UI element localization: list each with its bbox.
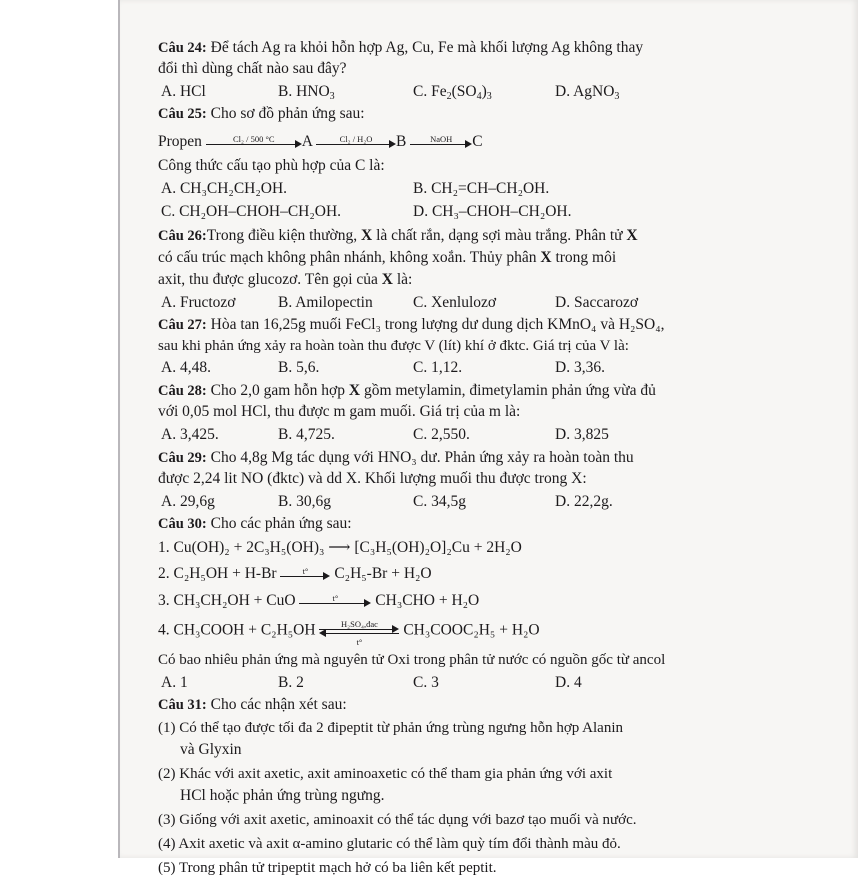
q25-option-c: C. CH₂OH–CHOH–CH₂OH. <box>161 203 342 220</box>
q30-r4-left: 4. CH₃COOH + C₂H₅OH <box>158 621 316 639</box>
q24-option-d <box>555 82 619 102</box>
q31-stem: Cho các nhận xét sau: <box>206 696 347 713</box>
q31-stem-line <box>158 695 347 715</box>
q24-option-d-sub: 3 <box>614 91 620 102</box>
q24-option-a: A. HCl <box>161 83 206 100</box>
q26-x3: X <box>540 249 552 266</box>
q24-option-c-s2: 4 <box>476 91 482 102</box>
q24-label: Câu 24: <box>158 40 207 56</box>
q27-option-a: A. 4,48. <box>161 359 211 376</box>
q25-option-b: B. CH₂=CH–CH₂OH. <box>413 180 550 197</box>
q30-r4-cond-bot: t° <box>356 637 363 647</box>
q25-arrow-3-label: NaOH <box>430 134 453 145</box>
q24-option-c-s1: 2 <box>446 91 452 102</box>
q26-option-b: B. Amilopectin <box>278 294 373 311</box>
q30-r3-arrow <box>299 592 371 610</box>
q30-r4-arrow <box>319 618 399 647</box>
q26-stem1b: là chất rắn, dạng sợi màu trắng. Phân tử <box>372 227 627 244</box>
q25-node-b: B <box>396 133 407 150</box>
q26-stem2b: trong môi <box>551 249 617 266</box>
q30-stem-line <box>158 514 352 534</box>
q25-option-d: D. CH₃–CHOH–CH₂OH. <box>413 203 572 220</box>
q25-option-a: A. CH₃CH₂CH₂OH. <box>161 180 288 197</box>
q30-option-a: A. 1 <box>161 674 188 691</box>
q24-option-c-t3: ) <box>481 83 487 100</box>
q30-reaction-4 <box>158 618 540 648</box>
q30-r3-left: 3. CH₃CH₂OH + CuO <box>158 592 296 609</box>
q31-statement-2a: (2) Khác với axit axetic, axit aminoaxetic có thể tham gia phản ứng với axit <box>158 766 613 782</box>
q25-arrow-3 <box>410 133 472 151</box>
q25-stem: Cho sơ đồ phản ứng sau: <box>206 105 365 122</box>
q25-node-c: C <box>472 133 483 150</box>
q29-option-b: B. 30,6g <box>278 493 331 510</box>
q24-option-b-sub: 3 <box>329 91 335 102</box>
q28-stem-line1 <box>158 381 656 401</box>
q26-x4: X <box>381 271 393 288</box>
q31-statement-5: (5) Trong phân tử tripeptit mạch hở có ba liên kết peptit. <box>158 860 497 876</box>
q26-stem1a: Trong điều kiện thường, <box>206 227 361 244</box>
q29-stem-line2: được 2,24 lit NO (đktc) và dd X. Khối lượng muối thu được trong X: <box>158 470 587 487</box>
q31-statement-2b: HCl hoặc phản ứng trùng ngưng. <box>180 787 385 804</box>
q30-option-d: D. 4 <box>555 674 582 691</box>
q25-node-a: A <box>301 133 313 150</box>
q25-arrow-1 <box>206 133 302 151</box>
q30-r3-right: CH₃CHO + H₂O <box>375 592 480 609</box>
q26-stem3b: là: <box>393 271 413 288</box>
q25-label: Câu 25: <box>158 106 207 122</box>
q30-reaction-3 <box>158 591 479 611</box>
q26-option-d: D. Saccarozơ <box>555 294 639 311</box>
q31-statement-4: (4) Axit axetic và axit α-amino glutaric có thể làm quỳ tím đổi thành màu đỏ. <box>158 836 621 852</box>
q30-r2-arrow <box>280 565 330 583</box>
q30-stem: Cho các phản ứng sau: <box>206 515 352 532</box>
q30-option-c: C. 3 <box>413 674 439 691</box>
q27-option-c: C. 1,12. <box>413 359 463 376</box>
q30-r4-right: CH₃COOC₂H₅ + H₂O <box>403 621 540 639</box>
q25-arrow-1-label: Cl₂ / 500 °C <box>233 134 275 145</box>
q25-stem-line <box>158 104 365 124</box>
q24-option-b <box>278 82 335 102</box>
q26-stem-line3 <box>158 270 412 290</box>
q27-label: Câu 27: <box>158 317 207 333</box>
q26-x2: X <box>626 227 638 244</box>
q29-stem1: Cho 4,8g Mg tác dụng với HNO₃ dư. Phản ứng xảy ra hoàn toàn thu <box>206 449 634 466</box>
q29-option-a: A. 29,6g <box>161 493 215 510</box>
q26-stem3a: axit, thu được glucozơ. Tên gọi của <box>158 271 382 288</box>
q26-label: Câu 26: <box>158 228 207 244</box>
q26-stem2: có cấu trúc mạch không phân nhánh, không xoắn. Thủy phân <box>158 249 541 266</box>
q26-option-a: A. Fructozơ <box>161 294 236 311</box>
q31-statement-1a: (1) Có thể tạo được tối đa 2 đipeptit từ phản ứng trùng ngưng hỗn hợp Alanin <box>158 720 623 736</box>
q27-option-b: B. 5,6. <box>278 359 320 376</box>
q31-statement-3: (3) Giống với axit axetic, aminoaxit có thể tác dụng với bazơ tạo muối và nước. <box>158 812 637 828</box>
q24-option-c-t2: (SO <box>451 83 477 100</box>
q29-label: Câu 29: <box>158 450 207 466</box>
q28-label: Câu 28: <box>158 383 207 399</box>
q24-stem-line2: đổi thì dùng chất nào sau đây? <box>158 60 347 77</box>
q27-stem1: Hòa tan 16,25g muối FeCl₃ trong lượng dư dung dịch KMnO₄ và H₂SO₄, <box>206 316 665 333</box>
q30-reaction-2 <box>158 564 432 584</box>
q30-reaction-1: 1. Cu(OH)₂ + 2C₃H₅(OH)₃ ⟶ [C₃H₅(OH)₂O]₂Cu + 2H₂O <box>158 539 522 556</box>
q28-stem1a: Cho 2,0 gam hỗn hợp <box>206 382 349 399</box>
q29-option-c: C. 34,5g <box>413 493 466 510</box>
q26-stem-line1 <box>158 226 638 246</box>
q30-r2-left: 2. C₂H₅OH + H-Br <box>158 565 277 582</box>
q28-x: X <box>348 382 361 399</box>
q27-option-d: D. 3,36. <box>555 359 605 376</box>
q24-option-d-text: D. AgNO <box>555 83 615 100</box>
q30-r2-cond: t° <box>302 566 309 577</box>
q30-r4-cond-top: H₂SO₄,đac <box>341 619 378 629</box>
q25-arrow-2 <box>316 133 396 151</box>
q28-stem-line2: với 0,05 mol HCl, thu được m gam muối. Giá trị của m là: <box>158 403 521 420</box>
q31-label: Câu 31: <box>158 697 207 713</box>
q25-question: Công thức cấu tạo phù hợp của C là: <box>158 157 385 174</box>
q25-scheme <box>158 132 483 152</box>
q28-stem1b: gồm metylamin, đimetylamin phản ứng vừa đủ <box>360 382 656 399</box>
q30-r2-right: C₂H₅-Br + H₂O <box>334 565 432 582</box>
q26-option-c: C. Xenlulozơ <box>413 294 497 311</box>
q27-stem-line2: sau khi phản ứng xảy ra hoàn toàn thu được V (lít) khí ở đktc. Giá trị của V là: <box>158 338 629 354</box>
q30-label: Câu 30: <box>158 516 207 532</box>
q28-option-a: A. 3,425. <box>161 426 219 443</box>
q28-option-c: C. 2,550. <box>413 426 470 443</box>
q25-arrow-2-label: Cl₂ / H₂O <box>339 134 373 145</box>
q24-option-c-t1: C. Fe <box>413 83 447 100</box>
q31-statement-1b: và Glyxin <box>180 741 242 758</box>
q26-x1: X <box>361 227 373 244</box>
q24-option-c-s3: 3 <box>486 91 492 102</box>
q27-stem-line1 <box>158 315 665 335</box>
q24-option-b-text: B. HNO <box>278 83 330 100</box>
q26-stem-line2 <box>158 248 616 268</box>
q24-stem1: Để tách Ag ra khỏi hỗn hợp Ag, Cu, Fe mà khối lượng Ag không thay <box>206 39 644 56</box>
q28-option-b: B. 4,725. <box>278 426 335 443</box>
q24-stem-line1 <box>158 38 643 58</box>
q29-option-d: D. 22,2g. <box>555 493 613 510</box>
q28-option-d: D. 3,825 <box>555 426 609 443</box>
q30-r3-cond: t° <box>332 593 339 604</box>
q24-option-c <box>413 82 492 102</box>
q30-option-b: B. 2 <box>278 674 304 691</box>
q30-question: Có bao nhiêu phản ứng mà nguyên tử Oxi trong phân tử nước có nguồn gốc từ ancol <box>158 652 666 668</box>
q29-stem-line1 <box>158 448 634 468</box>
q25-scheme-start: Propen <box>158 133 202 150</box>
